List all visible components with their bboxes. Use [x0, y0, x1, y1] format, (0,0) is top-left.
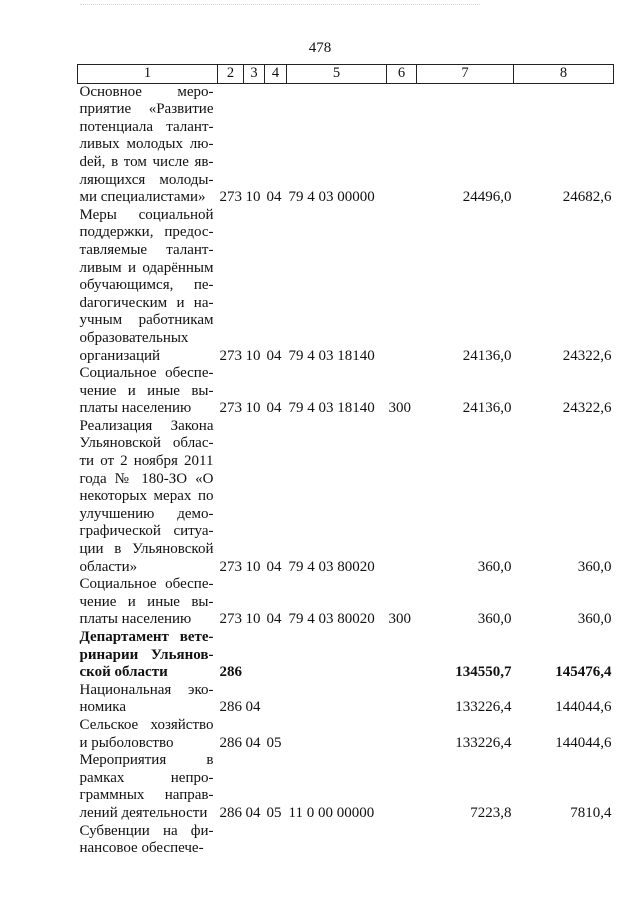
column-header: 8 — [514, 65, 614, 84]
subsection-code — [265, 823, 287, 858]
target-article-code — [287, 682, 387, 717]
table-row — [78, 752, 614, 822]
target-article-code: 79 4 03 18140 — [288, 347, 375, 364]
table-row — [78, 717, 614, 752]
subsection-code: 04 — [266, 558, 282, 575]
row-name: Департамент ветеринарии Ульяновской области — [79, 629, 214, 681]
table-row — [78, 629, 614, 682]
section-code: 04 — [245, 804, 261, 821]
expense-type-code — [387, 682, 417, 717]
amount-year-1: 24136,0 — [462, 347, 512, 364]
table-row — [78, 83, 614, 207]
amount-year-2: 24322,6 — [562, 347, 612, 364]
amount-year-2 — [514, 823, 614, 858]
column-header: 5 — [287, 65, 387, 84]
admin-code: 286 — [219, 804, 242, 821]
section-code: 10 — [245, 347, 261, 364]
table-row — [78, 576, 614, 629]
section-code — [244, 629, 265, 682]
subsection-code: 04 — [266, 611, 282, 628]
amount-year-2: 24682,6 — [562, 189, 612, 206]
expense-type-code — [387, 83, 417, 207]
admin-code: 286 — [219, 699, 242, 716]
amount-year-2: 144044,6 — [555, 734, 612, 751]
section-code: 10 — [245, 189, 261, 206]
target-article-code: 79 4 03 00000 — [288, 189, 375, 206]
expense-type-code — [387, 418, 417, 576]
admin-code: 286 — [219, 734, 242, 751]
section-code — [244, 823, 265, 858]
header-row — [78, 65, 614, 84]
amount-year-1: 134550,7 — [455, 664, 512, 681]
section-code: 10 — [245, 611, 261, 628]
expense-type-code — [387, 629, 417, 682]
admin-code: 286 — [219, 664, 242, 681]
amount-year-1: 24136,0 — [462, 400, 512, 417]
expense-type-code: 300 — [388, 611, 411, 628]
amount-year-1: 133226,4 — [455, 699, 512, 716]
table-row — [78, 418, 614, 576]
row-name: Реализация Закона Ульяновской области от 2 ноября 2011 года № 180-ЗО «О некоторых мерах по улучшению демографической ситуации в Ульяновской области» — [79, 417, 214, 575]
expense-type-code — [387, 752, 417, 822]
row-name: Основное мероприятие «Развитие потенциала талантливых молодых люdей, в том числе являющихся молодыми специалистами» — [79, 83, 214, 206]
table-row — [78, 365, 614, 418]
amount-year-2: 145476,4 — [555, 664, 612, 681]
budget-table — [77, 64, 614, 858]
row-name: Социальное обеспечение и иные выплаты населению — [79, 365, 214, 417]
target-article-code — [287, 823, 387, 858]
admin-code: 273 — [219, 189, 242, 206]
expense-type-code — [387, 207, 417, 365]
target-article-code: 79 4 03 80020 — [288, 611, 375, 628]
table-row — [78, 207, 614, 365]
subsection-code: 04 — [266, 400, 282, 417]
admin-code — [218, 823, 244, 858]
subsection-code: 05 — [266, 804, 282, 821]
admin-code: 273 — [219, 611, 242, 628]
row-name: Субвенции на финансовое обеспече- — [79, 822, 214, 857]
subsection-code — [265, 682, 287, 717]
column-header: 2 — [218, 65, 244, 84]
admin-code: 273 — [219, 400, 242, 417]
expense-type-code: 300 — [388, 400, 411, 417]
column-header: 4 — [265, 65, 287, 84]
amount-year-2: 360,0 — [577, 611, 612, 628]
row-name: Мероприятия в рамках непрограммных направлений деятельности — [79, 752, 214, 821]
amount-year-1 — [417, 823, 514, 858]
row-name: Меры социальной поддержки, предоставляемые талантливым и одарённым обучающимся, пеdагогическим и научным работникам образовательных организаций — [79, 206, 214, 364]
admin-code: 273 — [219, 347, 242, 364]
subsection-code: 04 — [266, 347, 282, 364]
row-name: Социальное обеспечение и иные выплаты населению — [79, 576, 214, 628]
column-header: 6 — [387, 65, 417, 84]
section-code: 04 — [245, 699, 261, 716]
column-header: 3 — [244, 65, 265, 84]
subsection-code: 05 — [266, 734, 282, 751]
expense-type-code — [387, 717, 417, 752]
section-code: 10 — [245, 400, 261, 417]
admin-code: 273 — [219, 558, 242, 575]
target-article-code — [287, 717, 387, 752]
column-header: 1 — [78, 65, 218, 84]
amount-year-1: 360,0 — [477, 558, 512, 575]
amount-year-2: 7810,4 — [570, 804, 612, 821]
scan-artifact — [80, 4, 480, 11]
expense-type-code — [387, 823, 417, 858]
row-name: Сельское хозяйство и рыболовство — [79, 716, 214, 751]
table-row — [78, 682, 614, 717]
amount-year-1: 133226,4 — [455, 734, 512, 751]
section-code: 10 — [245, 558, 261, 575]
section-code: 04 — [245, 734, 261, 751]
amount-year-1: 24496,0 — [462, 189, 512, 206]
table-row — [78, 823, 614, 858]
amount-year-2: 360,0 — [577, 558, 612, 575]
target-article-code: 79 4 03 80020 — [288, 558, 375, 575]
amount-year-1: 360,0 — [477, 611, 512, 628]
amount-year-2: 24322,6 — [562, 400, 612, 417]
target-article-code: 11 0 00 00000 — [288, 804, 375, 821]
target-article-code: 79 4 03 18140 — [288, 400, 375, 417]
subsection-code — [265, 629, 287, 682]
row-name: Национальная экономика — [79, 681, 214, 716]
page-number: 478 — [308, 40, 332, 56]
amount-year-2: 144044,6 — [555, 699, 612, 716]
column-header: 7 — [417, 65, 514, 84]
target-article-code — [287, 629, 387, 682]
subsection-code: 04 — [266, 189, 282, 206]
amount-year-1: 7223,8 — [470, 804, 512, 821]
